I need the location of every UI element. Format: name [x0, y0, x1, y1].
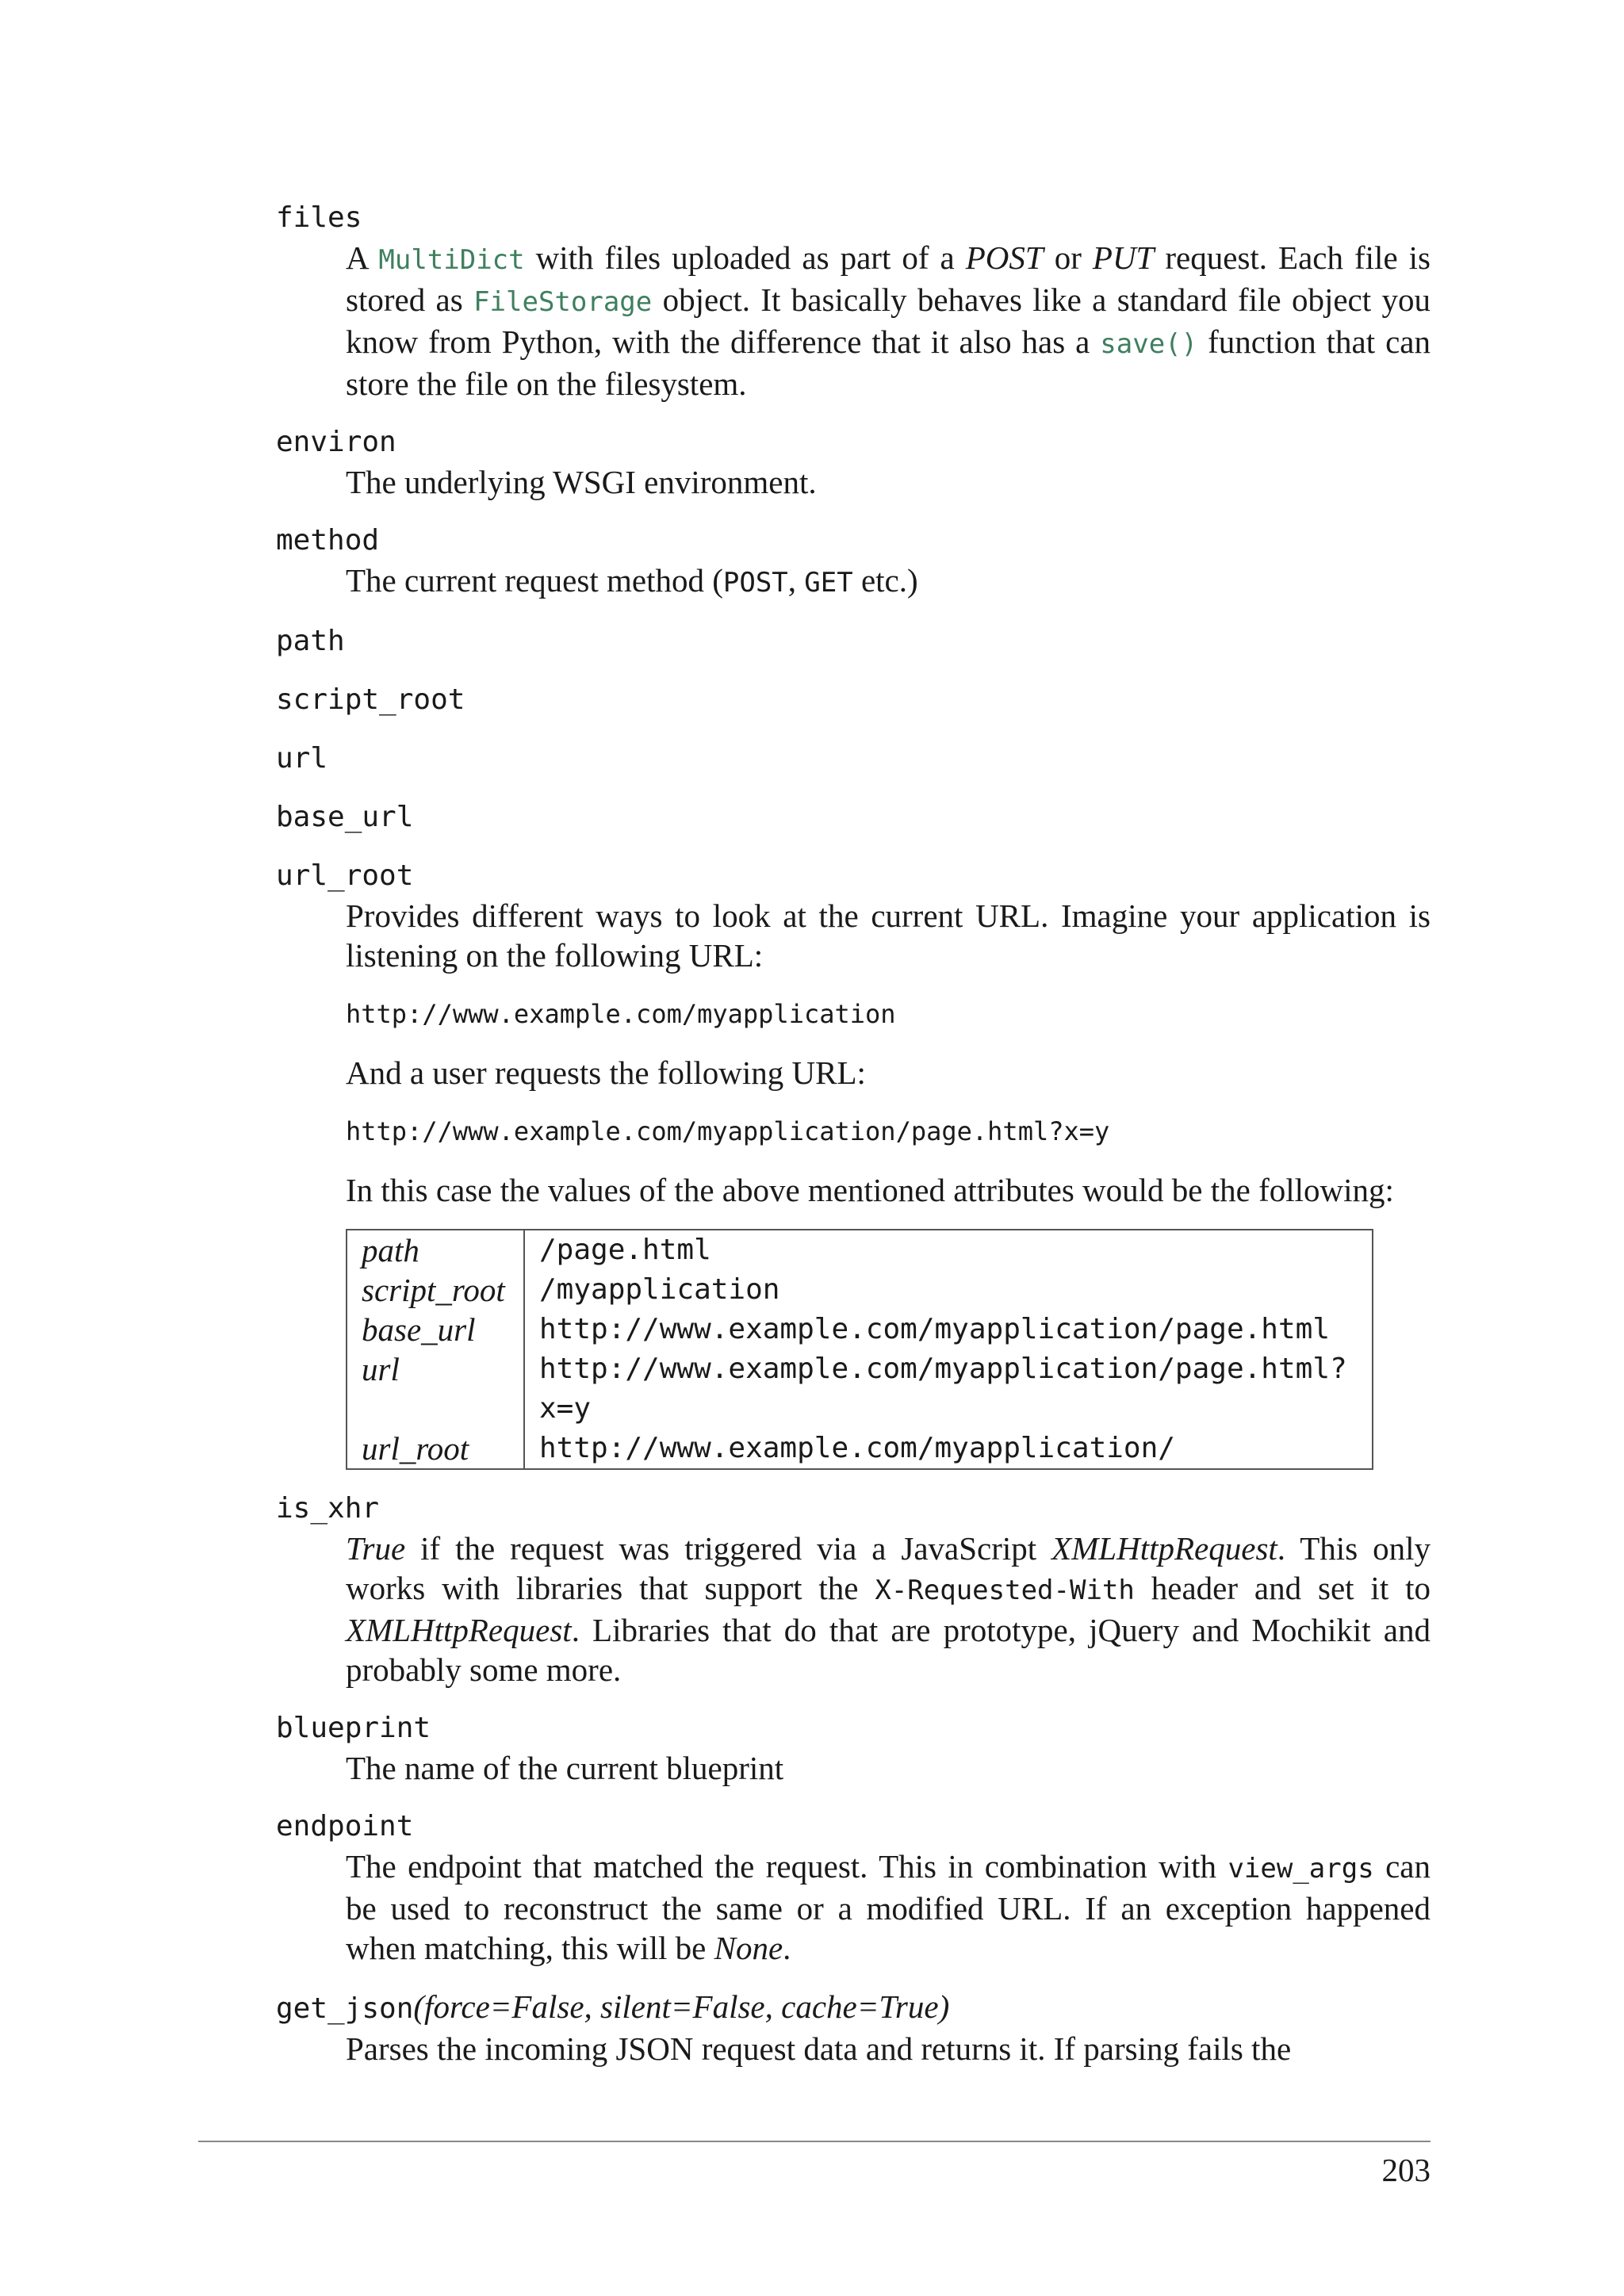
- table-row: [347, 1429, 1373, 1469]
- table-value-cell: http://www.example.com/myapplication/page.html: [539, 1313, 1330, 1345]
- page-number: 203: [1381, 2152, 1431, 2188]
- values-intro-paragraph: In this case the values of the above mentioned attributes would be the following:: [346, 1172, 1394, 1208]
- entry-method: [276, 521, 1431, 603]
- footer-divider: [198, 2141, 1431, 2142]
- entry-base-url: [276, 798, 1431, 837]
- attribute-description-endpoint: The endpoint that matched the request. This in combination with view_args can be used to reconstruct the same or a modified URL. If an exception happened when matching, this will be None.: [346, 1848, 1431, 1966]
- attribute-description-is-xhr: True if the request was triggered via a JavaScript XMLHttpRequest. This only works with libraries that support the X-Requested-With header and set it to XMLHttpRequest. Libraries that do that are prototype, jQuery and Mochikit and probably some more.: [346, 1530, 1431, 1688]
- entry-url-root: [276, 856, 1431, 1470]
- attribute-description-method: The current request method (POST, GET etc.): [346, 562, 918, 599]
- table-value-cell: /page.html: [539, 1234, 711, 1266]
- attribute-name-base-url: base_url: [276, 801, 414, 833]
- url-intro-paragraph: Provides different ways to look at the current URL. Imagine your application is listening on the following URL:: [346, 897, 1431, 974]
- attribute-name-method: method: [276, 524, 380, 557]
- entry-files: [276, 198, 1431, 404]
- method-signature-get-json: get_json(force=False, silent=False, cache=True): [276, 1988, 950, 2025]
- entry-url: [276, 739, 1431, 779]
- table-row: [347, 1270, 1373, 1310]
- table-key-cell: url_root: [347, 1429, 524, 1469]
- entry-script-root: [276, 680, 1431, 720]
- filestorage-link[interactable]: FileStorage: [473, 286, 653, 318]
- table-key-cell: path: [347, 1230, 524, 1270]
- attribute-name-endpoint: endpoint: [276, 1810, 414, 1843]
- entry-blueprint: [276, 1709, 1431, 1788]
- attribute-description-url-root: [346, 896, 1431, 1470]
- multidict-link[interactable]: MultiDict: [378, 244, 525, 276]
- attribute-description-files: A MultiDict with files uploaded as part of a POST or PUT request. Each file is stored as FileStorage object. It basically behaves like a standard file object you know from Python, with the difference that it also has a save() function that can store the file on the filesystem.: [346, 239, 1431, 402]
- url-values-table: [346, 1229, 1373, 1470]
- table-value-cell: http://www.example.com/myapplication/: [539, 1432, 1175, 1464]
- attribute-name-url: url: [276, 742, 328, 775]
- table-value-cell: http://www.example.com/myapplication/page.html?x=y: [539, 1353, 1347, 1425]
- save-link[interactable]: save(): [1100, 328, 1198, 360]
- attribute-name-blueprint: blueprint: [276, 1712, 431, 1744]
- method-description-get-json: Parses the incoming JSON request data and returns it. If parsing fails the: [346, 2030, 1292, 2067]
- table-key-cell: script_root: [347, 1270, 524, 1310]
- attribute-name-script-root: script_root: [276, 683, 465, 716]
- code-example-app-url: http://www.example.com/myapplication: [346, 999, 896, 1029]
- table-row: [347, 1310, 1373, 1349]
- entry-get-json: [276, 1987, 1431, 2068]
- table-key-cell: url: [347, 1349, 524, 1429]
- entry-endpoint: [276, 1807, 1431, 1968]
- attribute-name-is-xhr: is_xhr: [276, 1492, 380, 1525]
- attribute-name-environ: environ: [276, 426, 396, 458]
- entry-is-xhr: [276, 1489, 1431, 1689]
- entry-environ: [276, 423, 1431, 502]
- table-key-cell: base_url: [347, 1310, 524, 1349]
- table-row: [347, 1349, 1373, 1429]
- request-intro-paragraph: And a user requests the following URL:: [346, 1054, 866, 1091]
- attribute-name-url-root: url_root: [276, 859, 414, 892]
- attribute-name-path: path: [276, 625, 345, 657]
- document-page: [276, 198, 1431, 2087]
- attribute-description-blueprint: The name of the current blueprint: [346, 1750, 784, 1786]
- table-row: [347, 1230, 1373, 1270]
- attribute-name-files: files: [276, 201, 362, 234]
- table-value-cell: /myapplication: [539, 1273, 780, 1306]
- entry-path: [276, 622, 1431, 661]
- attribute-description-environ: The underlying WSGI environment.: [346, 464, 817, 500]
- code-example-request-url: http://www.example.com/myapplication/page.html?x=y: [346, 1116, 1110, 1146]
